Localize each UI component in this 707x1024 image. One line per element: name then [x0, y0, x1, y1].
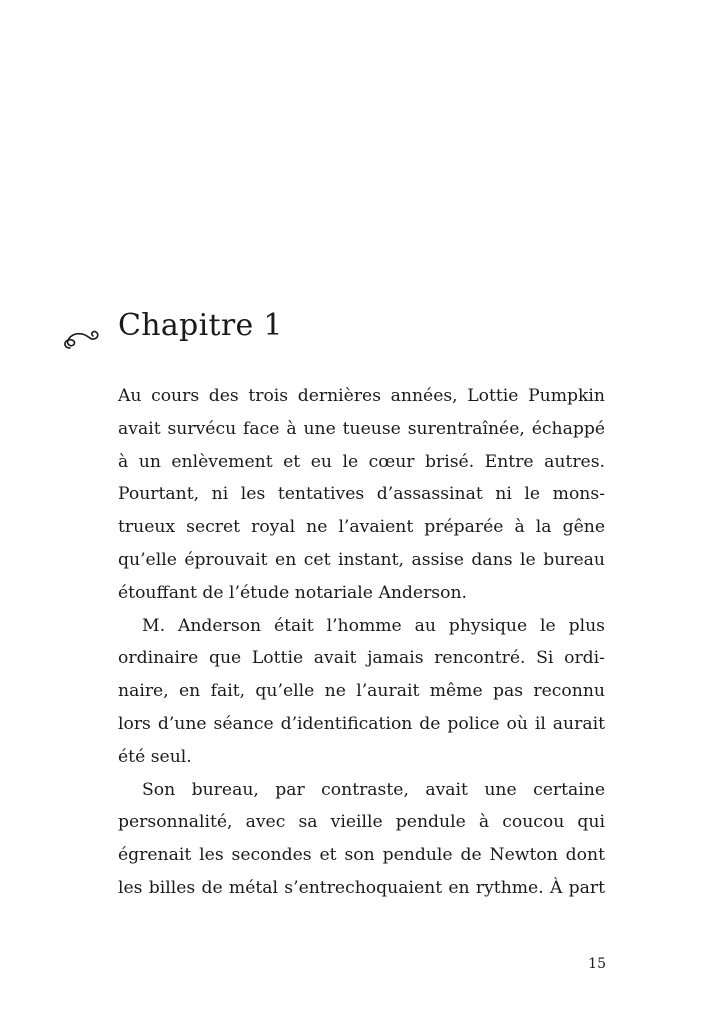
text-line: personnalité, avec sa vieille pendule à coucou qui: [118, 812, 605, 833]
text-line: Au cours des trois dernières années, Lottie Pumpkin: [118, 386, 605, 406]
text-line: ordinaire que Lottie avait jamais rencontré. Si ordi-: [118, 648, 605, 669]
text-line: les billes de métal s’entrechoquaient en rythme. À part: [118, 877, 605, 898]
text-line: M. Anderson était l’homme au physique le plus: [142, 615, 605, 636]
paragraph: [118, 380, 605, 610]
chapter-body: [118, 380, 605, 905]
text-line: trueux secret royal ne l’avaient préparée à la gêne: [118, 517, 605, 538]
page-number: 15: [588, 956, 606, 972]
text-line: Son bureau, par contraste, avait une certaine: [142, 779, 605, 800]
text-line: qu’elle éprouvait en cet instant, assise dans le bureau: [118, 549, 605, 570]
text-line: égrenait les secondes et son pendule de Newton dont: [118, 845, 605, 866]
text-line: naire, en fait, qu’elle ne l’aurait même pas reconnu: [118, 681, 605, 702]
text-line: Pourtant, ni les tentatives d’assassinat ni le mons-: [118, 484, 605, 505]
text-line: lors d’une séance d’identification de police où il aurait: [118, 713, 605, 734]
paragraph: [118, 610, 605, 774]
text-line: étouffant de l’étude notariale Anderson.: [118, 582, 468, 603]
flourish-ornament-icon: [60, 318, 106, 354]
paragraph: [118, 774, 605, 905]
chapter-title: Chapitre 1: [118, 308, 283, 343]
text-line: avait survécu face à une tueuse surentraînée, échappé: [118, 418, 605, 439]
text-line: été seul.: [118, 746, 192, 767]
text-line: à un enlèvement et eu le cœur brisé. Entre autres.: [118, 451, 605, 472]
